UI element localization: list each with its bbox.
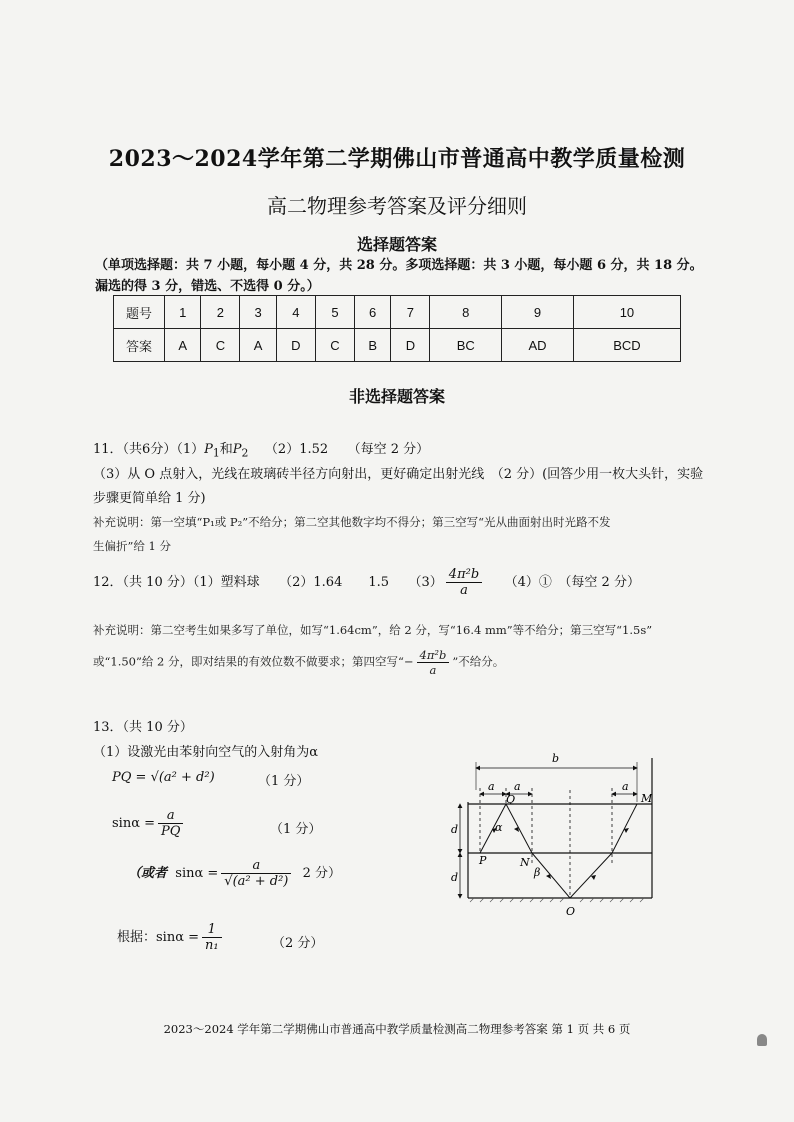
q12-note-2-end: ”不给分。 (452, 654, 505, 669)
label-alpha: α (495, 821, 503, 834)
label-a-1: a (488, 780, 495, 793)
answer-cell: A (165, 329, 201, 362)
question-number-label: 题号 (114, 296, 165, 329)
q13-eq-3 (128, 858, 341, 889)
q11-note-2: 生偏折”给 1 分 (93, 539, 172, 553)
question-number-cell: 8 (430, 296, 502, 329)
label-M: M (641, 792, 653, 805)
q12-note-2 (93, 648, 504, 677)
question-number-cell: 7 (391, 296, 430, 329)
q11-and: 和 (219, 442, 233, 457)
q13-eq-2-denominator: PQ (161, 824, 181, 839)
q11-p1: P (204, 442, 213, 457)
page-footer: 2023～2024 学年第二学期佛山市普通高中教学质量检测高二物理参考答案 第 1 页 共 6 页 (163, 1022, 631, 1036)
light-path-diagram (440, 740, 680, 920)
q11-part-a: 11．（共6分）（1） (93, 442, 205, 457)
q12-note-2-text: 或“1.50”给 2 分，即对结果的有效位数不做要求；第四空写“ (93, 654, 404, 669)
answer-cell: BC (430, 329, 502, 362)
answer-cell: C (201, 329, 240, 362)
q13-eq-2-lhs: sinα = (112, 816, 156, 831)
q12-fraction (446, 567, 482, 598)
question-number-cell: 4 (276, 296, 315, 329)
q11-line-2: （3）从 O 点射入，光线在玻璃砖半径方向射出，更好确定出射光线 （2 分）(回答少用一枚大头针，实验 (93, 467, 704, 482)
q13-eq-4 (117, 922, 225, 953)
q13-eq-2-score: （1 分） (270, 822, 322, 837)
q13-eq-3-fraction (221, 858, 291, 889)
q13-eq-2-numerator: a (158, 808, 183, 824)
q13-eq-3-denominator: √(a² + d²) (224, 874, 289, 889)
question-number-row (114, 296, 681, 329)
answer-row (114, 329, 681, 362)
q13-line-1: （1）设激光由苯射向空气的入射角为α (93, 745, 319, 760)
q11-line-3: 步骤更简单给 1 分) (93, 491, 206, 506)
q13-eq-4-numerator: 1 (202, 922, 222, 938)
label-Q: Q (506, 793, 516, 806)
q13-eq-4-lhs: 根据：sinα = (117, 930, 200, 945)
q12-note-fraction-denominator: a (429, 663, 437, 677)
answer-cell: A (240, 329, 276, 362)
question-number-cell: 1 (165, 296, 201, 329)
label-P: P (479, 854, 487, 867)
label-d-lower: d (451, 871, 459, 884)
multiple-choice-heading: 选择题答案 (356, 235, 437, 254)
label-a-2: a (514, 780, 521, 793)
answer-cell: C (315, 329, 354, 362)
q13-eq-4-score: （2 分） (272, 936, 324, 951)
multiple-choice-scoring-note: （单项选择题：共 7 小题，每小题 4 分，共 28 分。多项选择题：共 3 小题，每小题 6 分，共 18 分。漏选的得 3 分，错选、不选得 0 分。） (95, 258, 703, 294)
q12-part-a: 12．（共 10 分）（1）塑料球 （2）1.64 1.5 （3） (93, 575, 443, 590)
q12-fraction-numerator: 4π²b (446, 567, 482, 583)
q12-note-1: 补充说明：第二空考生如果多写了单位，如写“1.64cm”，给 2 分，写“16.4 mm”等不给分；第三空写“1.5s” (93, 623, 653, 637)
question-number-cell: 3 (240, 296, 276, 329)
q12-part-b: （4）① （每空 2 分） (485, 575, 640, 590)
page-corner-mark-icon (757, 1034, 767, 1046)
question-number-cell: 5 (315, 296, 354, 329)
q12-note-fraction (417, 648, 450, 677)
q11-p2: P (232, 442, 242, 457)
q13-heading: 13．（共 10 分） (93, 720, 193, 735)
q13-eq-3-prefix: （或者 (128, 866, 168, 881)
q13-eq-1-score: （1 分） (258, 774, 310, 789)
q12-note-fraction-numerator: 4π²b (417, 648, 450, 663)
question-number-cell: 9 (502, 296, 574, 329)
q12-line-1 (93, 567, 640, 598)
label-a-3: a (622, 780, 629, 793)
q13-eq-1-lhs: PQ = (112, 770, 151, 785)
q12-note-2-minus: − (403, 654, 414, 669)
label-O: O (566, 905, 576, 918)
q11-p1-sub: 1 (212, 446, 220, 460)
q13-eq-3-numerator: a (221, 858, 291, 874)
q13-eq-4-denominator: n₁ (205, 938, 219, 953)
answer-cell: D (276, 329, 315, 362)
document-title: 2023～2024学年第二学期佛山市普通高中教学质量检测 (108, 146, 686, 172)
q11-line-1 (93, 438, 429, 460)
question-number-cell: 10 (573, 296, 680, 329)
question-number-cell: 6 (354, 296, 390, 329)
label-N: N (520, 856, 530, 869)
question-number-cell: 2 (201, 296, 240, 329)
document-subtitle: 高二物理参考答案及评分细则 (267, 194, 527, 218)
label-b: b (552, 752, 560, 765)
answer-cell: B (354, 329, 390, 362)
label-d-upper: d (451, 823, 459, 836)
q13-eq-4-fraction (202, 922, 222, 953)
answer-cell: D (391, 329, 430, 362)
q13-eq-3-score: 2 分） (302, 866, 342, 881)
answer-label: 答案 (114, 329, 165, 362)
q13-eq-1 (112, 770, 215, 785)
q13-eq-2-fraction (158, 808, 183, 839)
q11-part-b: （2）1.52 （每空 2 分） (264, 442, 430, 457)
light-rays (480, 804, 637, 898)
non-multiple-choice-heading: 非选择题答案 (348, 387, 445, 406)
label-beta: β (534, 866, 541, 879)
answer-cell: AD (502, 329, 574, 362)
q11-p2-sub: 2 (241, 446, 249, 460)
q13-eq-3-lhs: sinα = (175, 866, 219, 881)
q13-eq-1-rhs: √(a² + d²) (150, 770, 215, 785)
q12-fraction-denominator: a (460, 583, 468, 598)
answer-cell: BCD (573, 329, 680, 362)
q13-eq-2 (112, 808, 186, 839)
answer-table (113, 295, 681, 362)
q11-note-1: 补充说明：第一空填“P₁或 P₂”不给分；第二空其他数字均不得分；第三空写“光从曲面射出时光路不发 (93, 515, 611, 529)
